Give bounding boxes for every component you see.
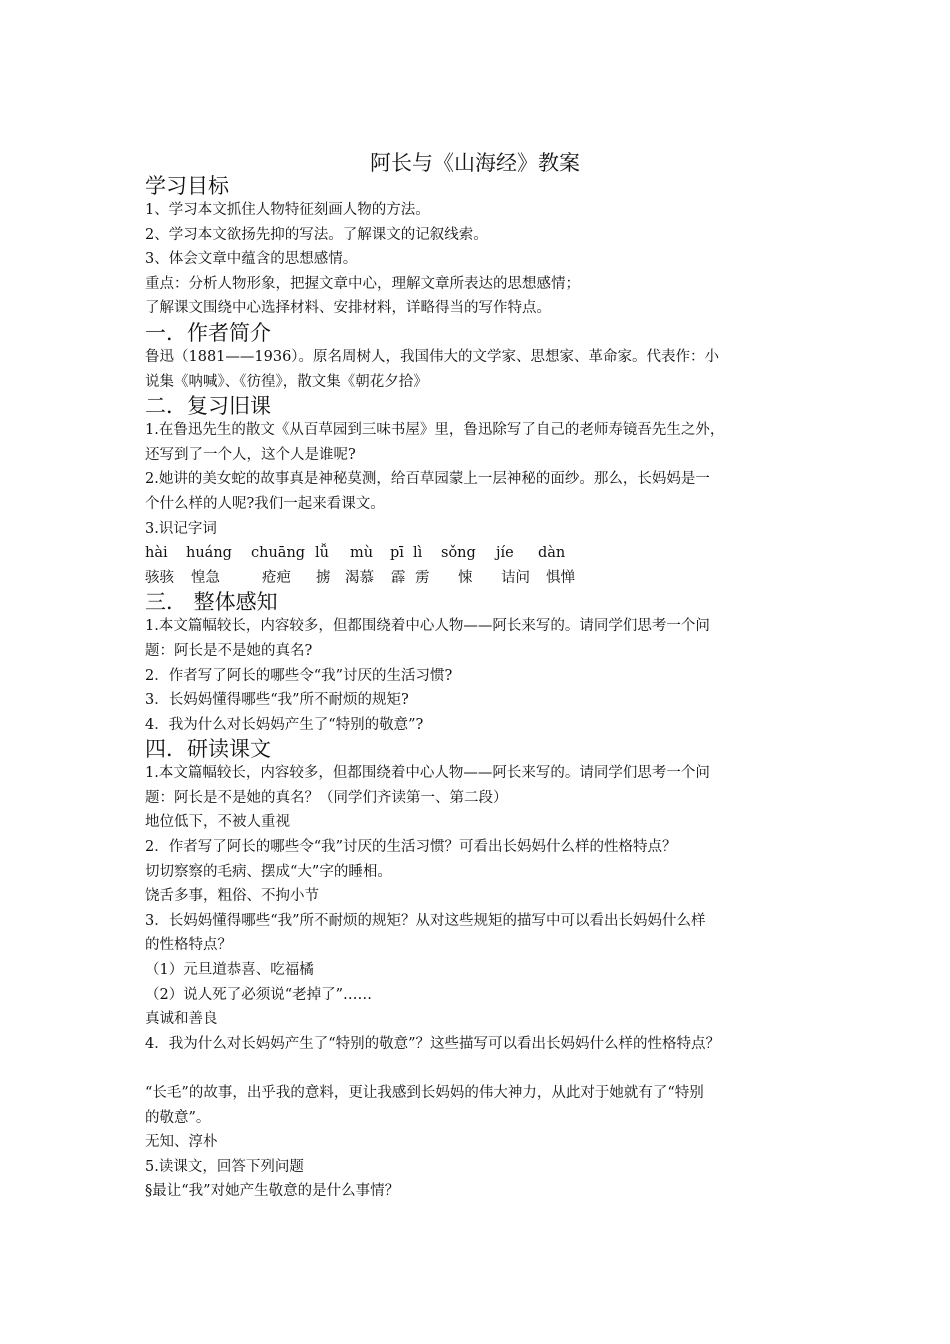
pinyin: jíe (496, 545, 514, 562)
study-line: （2）说人死了必须说“老掉了”…… (145, 986, 373, 1003)
heading-goals: 学习目标 (145, 174, 229, 198)
study-line: 1.本文篇幅较长，内容较多，但都围绕着中心人物——阿长来写的。请同学们思考一个问 (145, 765, 710, 782)
vocab-word: 诘问 (501, 569, 530, 586)
vocab-word: 惧惮 (546, 569, 575, 586)
study-line: 4．我为什么对长妈妈产生了“特别的敬意”？这些描写可以看出长妈妈什么样的性格特点？ (145, 1035, 721, 1052)
vocab-word: 雳 (415, 569, 430, 586)
goals-line: 3、体会文章中蕴含的思想感情。 (145, 251, 358, 268)
review-line: 1.在鲁迅先生的散文《从百草园到三味书屋》里，鲁迅除写了自己的老师寿镜吾先生之外， (145, 422, 725, 439)
document-title: 阿长与《山海经》教案 (370, 151, 580, 175)
pinyin: lì (413, 545, 423, 562)
pinyin: pī (390, 545, 404, 562)
study-line: 5.读课文，回答下列问题 (145, 1158, 304, 1175)
vocab-word: 渴慕 (345, 569, 374, 586)
overview-line: 4．我为什么对长妈妈产生了“特别的敬意”? (145, 716, 424, 733)
study-line: 的敬意”。 (145, 1109, 211, 1126)
review-line: 2.她讲的美女蛇的故事真是神秘莫测，给百草园蒙上一层神秘的面纱。那么，长妈妈是一 (145, 471, 710, 488)
pinyin: dàn (538, 545, 566, 562)
pinyin: lǚ (315, 545, 329, 562)
pinyin: chuāng (251, 545, 306, 562)
heading-study: 四．研读课文 (145, 737, 271, 762)
review-line: 个什么样的人呢?我们一起来看课文。 (145, 495, 385, 512)
pinyin-row (145, 541, 835, 566)
vocab-word: 掳 (316, 569, 331, 586)
review-line: 3.识记字词 (145, 520, 217, 537)
study-line: 无知、淳朴 (145, 1134, 218, 1151)
vocab-word: 霹 (391, 569, 406, 586)
pinyin: mù (350, 545, 374, 562)
heading-author: 一．作者简介 (145, 320, 271, 345)
vocab-word: 骇骇 (145, 569, 174, 586)
document-body (145, 174, 835, 1204)
author-line: 鲁迅（1881——1936）。原名周树人，我国伟大的文学家、思想家、革命家。代表作：小 (145, 348, 720, 365)
study-line: 的性格特点？ (145, 937, 232, 954)
goals-line: 了解课文围绕中心选择材料、安排材料，详略得当的写作特点。 (145, 300, 551, 317)
study-line: 真诚和善良 (145, 1011, 218, 1028)
goals-line: 1、学习本文抓住人物特征刻画人物的方法。 (145, 202, 430, 218)
pinyin: sǒng (441, 545, 476, 562)
pinyin: huáng (186, 545, 232, 562)
goals-line: 重点：分析人物形象，把握文章中心，理解文章所表达的思想感情； (145, 275, 580, 292)
study-line: 3．长妈妈懂得哪些“我”所不耐烦的规矩？从对这些规矩的描写中可以看出长妈妈什么样 (145, 912, 706, 929)
study-line: 2．作者写了阿长的哪些令“我”讨厌的生活习惯？可看出长妈妈什么样的性格特点？ (145, 839, 677, 856)
overview-line: 题：阿长是不是她的真名? (145, 642, 313, 659)
author-line: 说集《呐喊》、《彷徨》，散文集《朝花夕拾》 (145, 373, 428, 390)
vocab-word: 悚 (458, 569, 473, 586)
study-line: （1）元旦道恭喜、吃福橘 (145, 962, 314, 979)
blank-line (145, 1056, 835, 1081)
vocab-word: 疮疤 (262, 569, 291, 586)
vocab-word: 惶急 (191, 569, 220, 586)
study-line: 切切察察的毛病、摆成“大”字的睡相。 (145, 863, 392, 880)
vocab-row (145, 566, 835, 591)
study-line: “长毛”的故事，出乎我的意料，更让我感到长妈妈的伟大神力，从此对于她就有了“特别 (145, 1085, 704, 1101)
study-line: §最让“我”对她产生敬意的是什么事情？ (145, 1183, 400, 1200)
review-line: 还写到了一个人，这个人是谁呢? (145, 446, 356, 463)
heading-overview: 三． 整体感知 (145, 590, 278, 615)
study-line: 饶舌多事，粗俗、不拘小节 (145, 888, 319, 905)
overview-line: 2．作者写了阿长的哪些令“我”讨厌的生活习惯? (145, 667, 453, 684)
pinyin: hài (145, 545, 168, 562)
overview-line: 1.本文篇幅较长，内容较多，但都围绕着中心人物——阿长来写的。请同学们思考一个问 (145, 618, 710, 635)
heading-review: 二．复习旧课 (145, 394, 271, 419)
goals-line: 2、学习本文欲扬先抑的写法。了解课文的记叙线索。 (145, 226, 488, 243)
study-line: 题：阿长是不是她的真名？（同学们齐读第一、第二段） (145, 789, 508, 806)
overview-line: 3．长妈妈懂得哪些“我”所不耐烦的规矩? (145, 692, 409, 709)
study-line: 地位低下，不被人重视 (145, 814, 290, 831)
